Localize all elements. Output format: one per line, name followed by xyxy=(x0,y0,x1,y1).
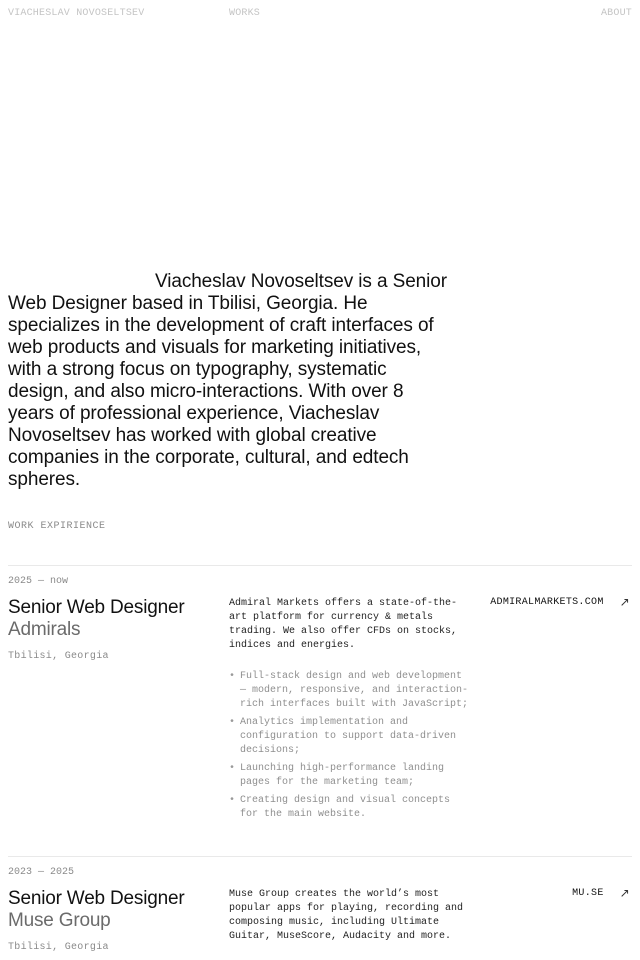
job-location: Tbilisi, Georgia xyxy=(8,651,109,662)
arrow-up-right-icon: ↗ xyxy=(619,595,630,609)
intro-lead: Viacheslav Novoseltsev is a xyxy=(155,271,388,292)
job-description: Admiral Markets offers a state-of-the-art platform for currency & metals trading. We also offer CFDs on stocks, indices and energies. xyxy=(229,598,458,651)
top-nav xyxy=(8,8,632,22)
job-company: Admirals xyxy=(8,619,81,640)
intro-paragraph xyxy=(8,271,448,491)
job-role: Senior Web Designer xyxy=(8,597,185,618)
nav-about-link[interactable]: ABOUT xyxy=(600,8,632,19)
divider xyxy=(8,856,632,857)
list-item: • Analytics implementation and configuration to support data-driven decisions; xyxy=(229,716,474,758)
company-website-label: MU.SE xyxy=(572,887,604,899)
job-description: Muse Group creates the world’s most popular apps for playing, recording and composing music, including Ultimate Guitar, MuseScore, Audacity and more. xyxy=(229,889,464,942)
nav-brand-link[interactable]: VIACHESLAV NOVOSELTSEV xyxy=(8,8,145,19)
list-item: • Launching high-performance landing pages for the marketing team; xyxy=(229,762,474,790)
job-location: Tbilisi, Georgia xyxy=(8,942,109,953)
company-website-link[interactable] xyxy=(572,886,630,900)
job-years: 2023 — 2025 xyxy=(8,867,75,878)
work-experience-heading: WORK EXPIRIENCE xyxy=(8,521,106,532)
company-website-link[interactable] xyxy=(490,595,630,609)
job-years: 2025 — now xyxy=(8,576,69,587)
list-item: • Creating design and visual concepts for the main website. xyxy=(229,794,474,822)
company-website-label: ADMIRALMARKETS.COM xyxy=(490,596,604,608)
job-responsibilities xyxy=(229,670,474,826)
job-role: Senior Web Designer xyxy=(8,888,185,909)
arrow-up-right-icon: ↗ xyxy=(619,886,630,900)
divider xyxy=(8,565,632,566)
job-company: Muse Group xyxy=(8,910,111,931)
nav-works-link[interactable]: WORKS xyxy=(229,8,261,19)
intro-body: Senior Web Designer based in Tbilisi, Georgia. He specializes in the development of craft interfaces of web products and visuals for marketing initiatives, with a strong focus on typography, systematic design, and also micro-interactions. With over 8 years of professional experience, Viacheslav Novoseltsev has worked with global creative companies in the corporate, cultural, and edtech spheres. xyxy=(8,271,447,490)
list-item: • Full-stack design and web development — modern, responsive, and interaction-rich interfaces built with JavaScript; xyxy=(229,670,474,712)
